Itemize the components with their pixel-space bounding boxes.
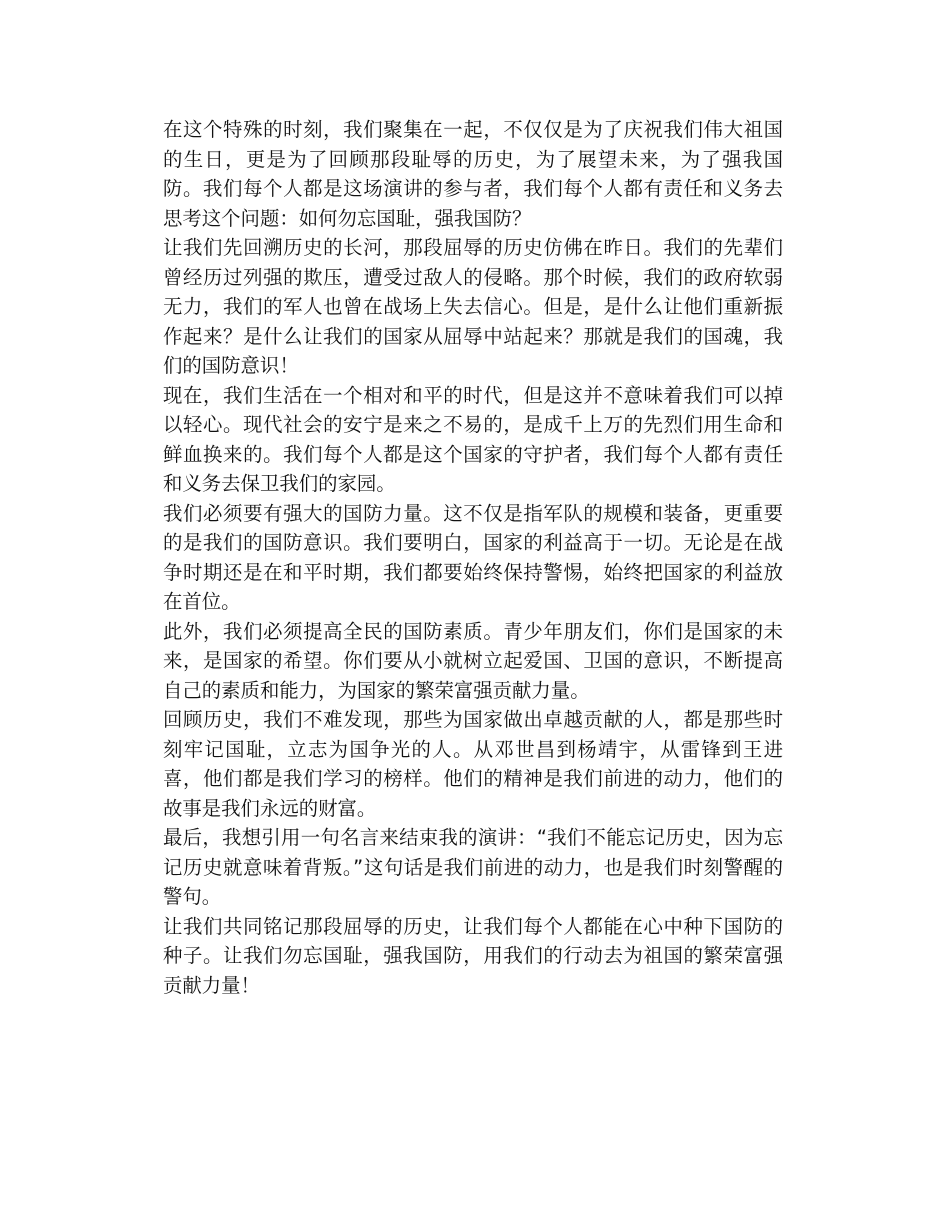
- document-body: [163, 115, 783, 1000]
- paragraph-5: 此外，我们必须提高全民的国防素质。青少年朋友们，你们是国家的未来，是国家的希望。你们要从小就树立起爱国、卫国的意识，不断提高自己的素质和能力，为国家的繁荣富强贡献力量。: [163, 619, 783, 702]
- paragraph-6: 回顾历史，我们不难发现，那些为国家做出卓越贡献的人，都是那些时刻牢记国耻，立志为国争光的人。从邓世昌到杨靖宇，从雷锋到王进喜，他们都是我们学习的榜样。他们的精神是我们前进的动力，他们的故事是我们永远的财富。: [163, 708, 783, 820]
- paragraph-3: 现在，我们生活在一个相对和平的时代，但是这并不意味着我们可以掉以轻心。现代社会的安宁是来之不易的，是成千上万的先烈们用生命和鲜血换来的。我们每个人都是这个国家的守护者，我们每个人都有责任和义务去保卫我们的家园。: [163, 383, 783, 495]
- paragraph-1: 在这个特殊的时刻，我们聚集在一起，不仅仅是为了庆祝我们伟大祖国的生日，更是为了回顾那段耻辱的历史，为了展望未来，为了强我国防。我们每个人都是这场演讲的参与者，我们每个人都有责任和义务去思考这个问题：如何勿忘国耻，强我国防？: [163, 118, 783, 230]
- paragraph-8: 让我们共同铭记那段屈辱的历史，让我们每个人都能在心中种下国防的种子。让我们勿忘国耻，强我国防，用我们的行动去为祖国的繁荣富强贡献力量！: [163, 914, 783, 997]
- paragraph-7: 最后，我想引用一句名言来结束我的演讲：“我们不能忘记历史，因为忘记历史就意味着背叛。”这句话是我们前进的动力，也是我们时刻警醒的警句。: [163, 826, 783, 908]
- paragraph-4: 我们必须要有强大的国防力量。这不仅是指军队的规模和装备，更重要的是我们的国防意识。我们要明白，国家的利益高于一切。无论是在战争时期还是在和平时期，我们都要始终保持警惕，始终把国家的利益放在首位。: [163, 501, 783, 613]
- paragraph-2: 让我们先回溯历史的长河，那段屈辱的历史仿佛在昨日。我们的先辈们曾经历过列强的欺压，遭受过敌人的侵略。那个时候，我们的政府软弱无力，我们的军人也曾在战场上失去信心。但是，是什么让他们重新振作起来？是什么让我们的国家从屈辱中站起来？那就是我们的国魂，我们的国防意识！: [163, 236, 783, 377]
